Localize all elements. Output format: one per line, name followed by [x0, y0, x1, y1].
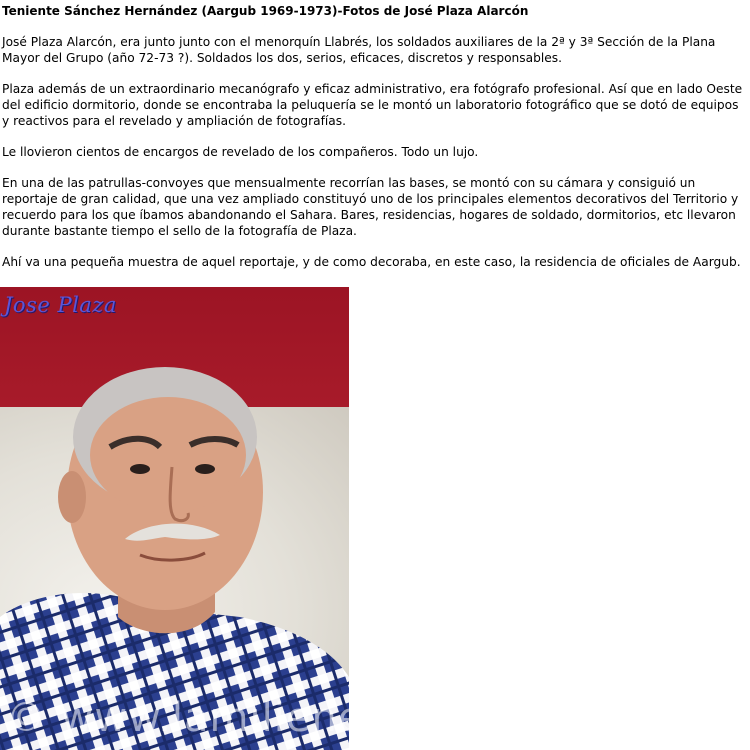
paragraph-3: Le llovieron cientos de encargos de revelado de los compañeros. Todo un lujo.	[2, 145, 479, 159]
paragraph-2: Plaza además de un extraordinario mecanógrafo y eficaz administrativo, era fotógrafo profesional. Así que en lado Oeste del edificio dormitorio, donde se encontraba la peluquería se le montó un laboratorio fotográfico que se dotó de equipos y reactivos para el revelado y ampliación de fotografías.	[2, 82, 743, 128]
paragraph-4: En una de las patrullas-convoyes que mensualmente recorrían las bases, se montó con su cámara y consiguió un reportaje de gran calidad, que una vez ampliado constituyó uno de los principales elementos decorativos del Territorio y recuerdo para los que íbamos abandonando el Sahara. Bares, residencias, hogares de soldado, dormitorios, etc llevaron durante bastante tiempo el sello de la fotografía de Plaza.	[2, 176, 739, 238]
portrait-figure	[0, 287, 349, 750]
portrait-photo	[0, 287, 349, 750]
photographer-signature: Jose Plaza	[4, 293, 117, 317]
page-title: Teniente Sánchez Hernández (Aargub 1969-1973)-Fotos de José Plaza Alarcón	[2, 4, 529, 18]
paragraph-1: José Plaza Alarcón, era junto junto con el menorquín Llabrés, los soldados auxiliares de la 2ª y 3ª Sección de la Plana Mayor del Grupo (año 72-73 ?). Soldados los dos, serios, eficaces, discretos y responsables.	[2, 35, 716, 65]
paragraph-5: Ahí va una pequeña muestra de aquel reportaje, y de como decoraba, en este caso, la residencia de oficiales de Aargub.	[2, 255, 741, 269]
site-watermark: © www.lamilienelsahara.net	[6, 695, 601, 741]
article	[2, 0, 746, 270]
